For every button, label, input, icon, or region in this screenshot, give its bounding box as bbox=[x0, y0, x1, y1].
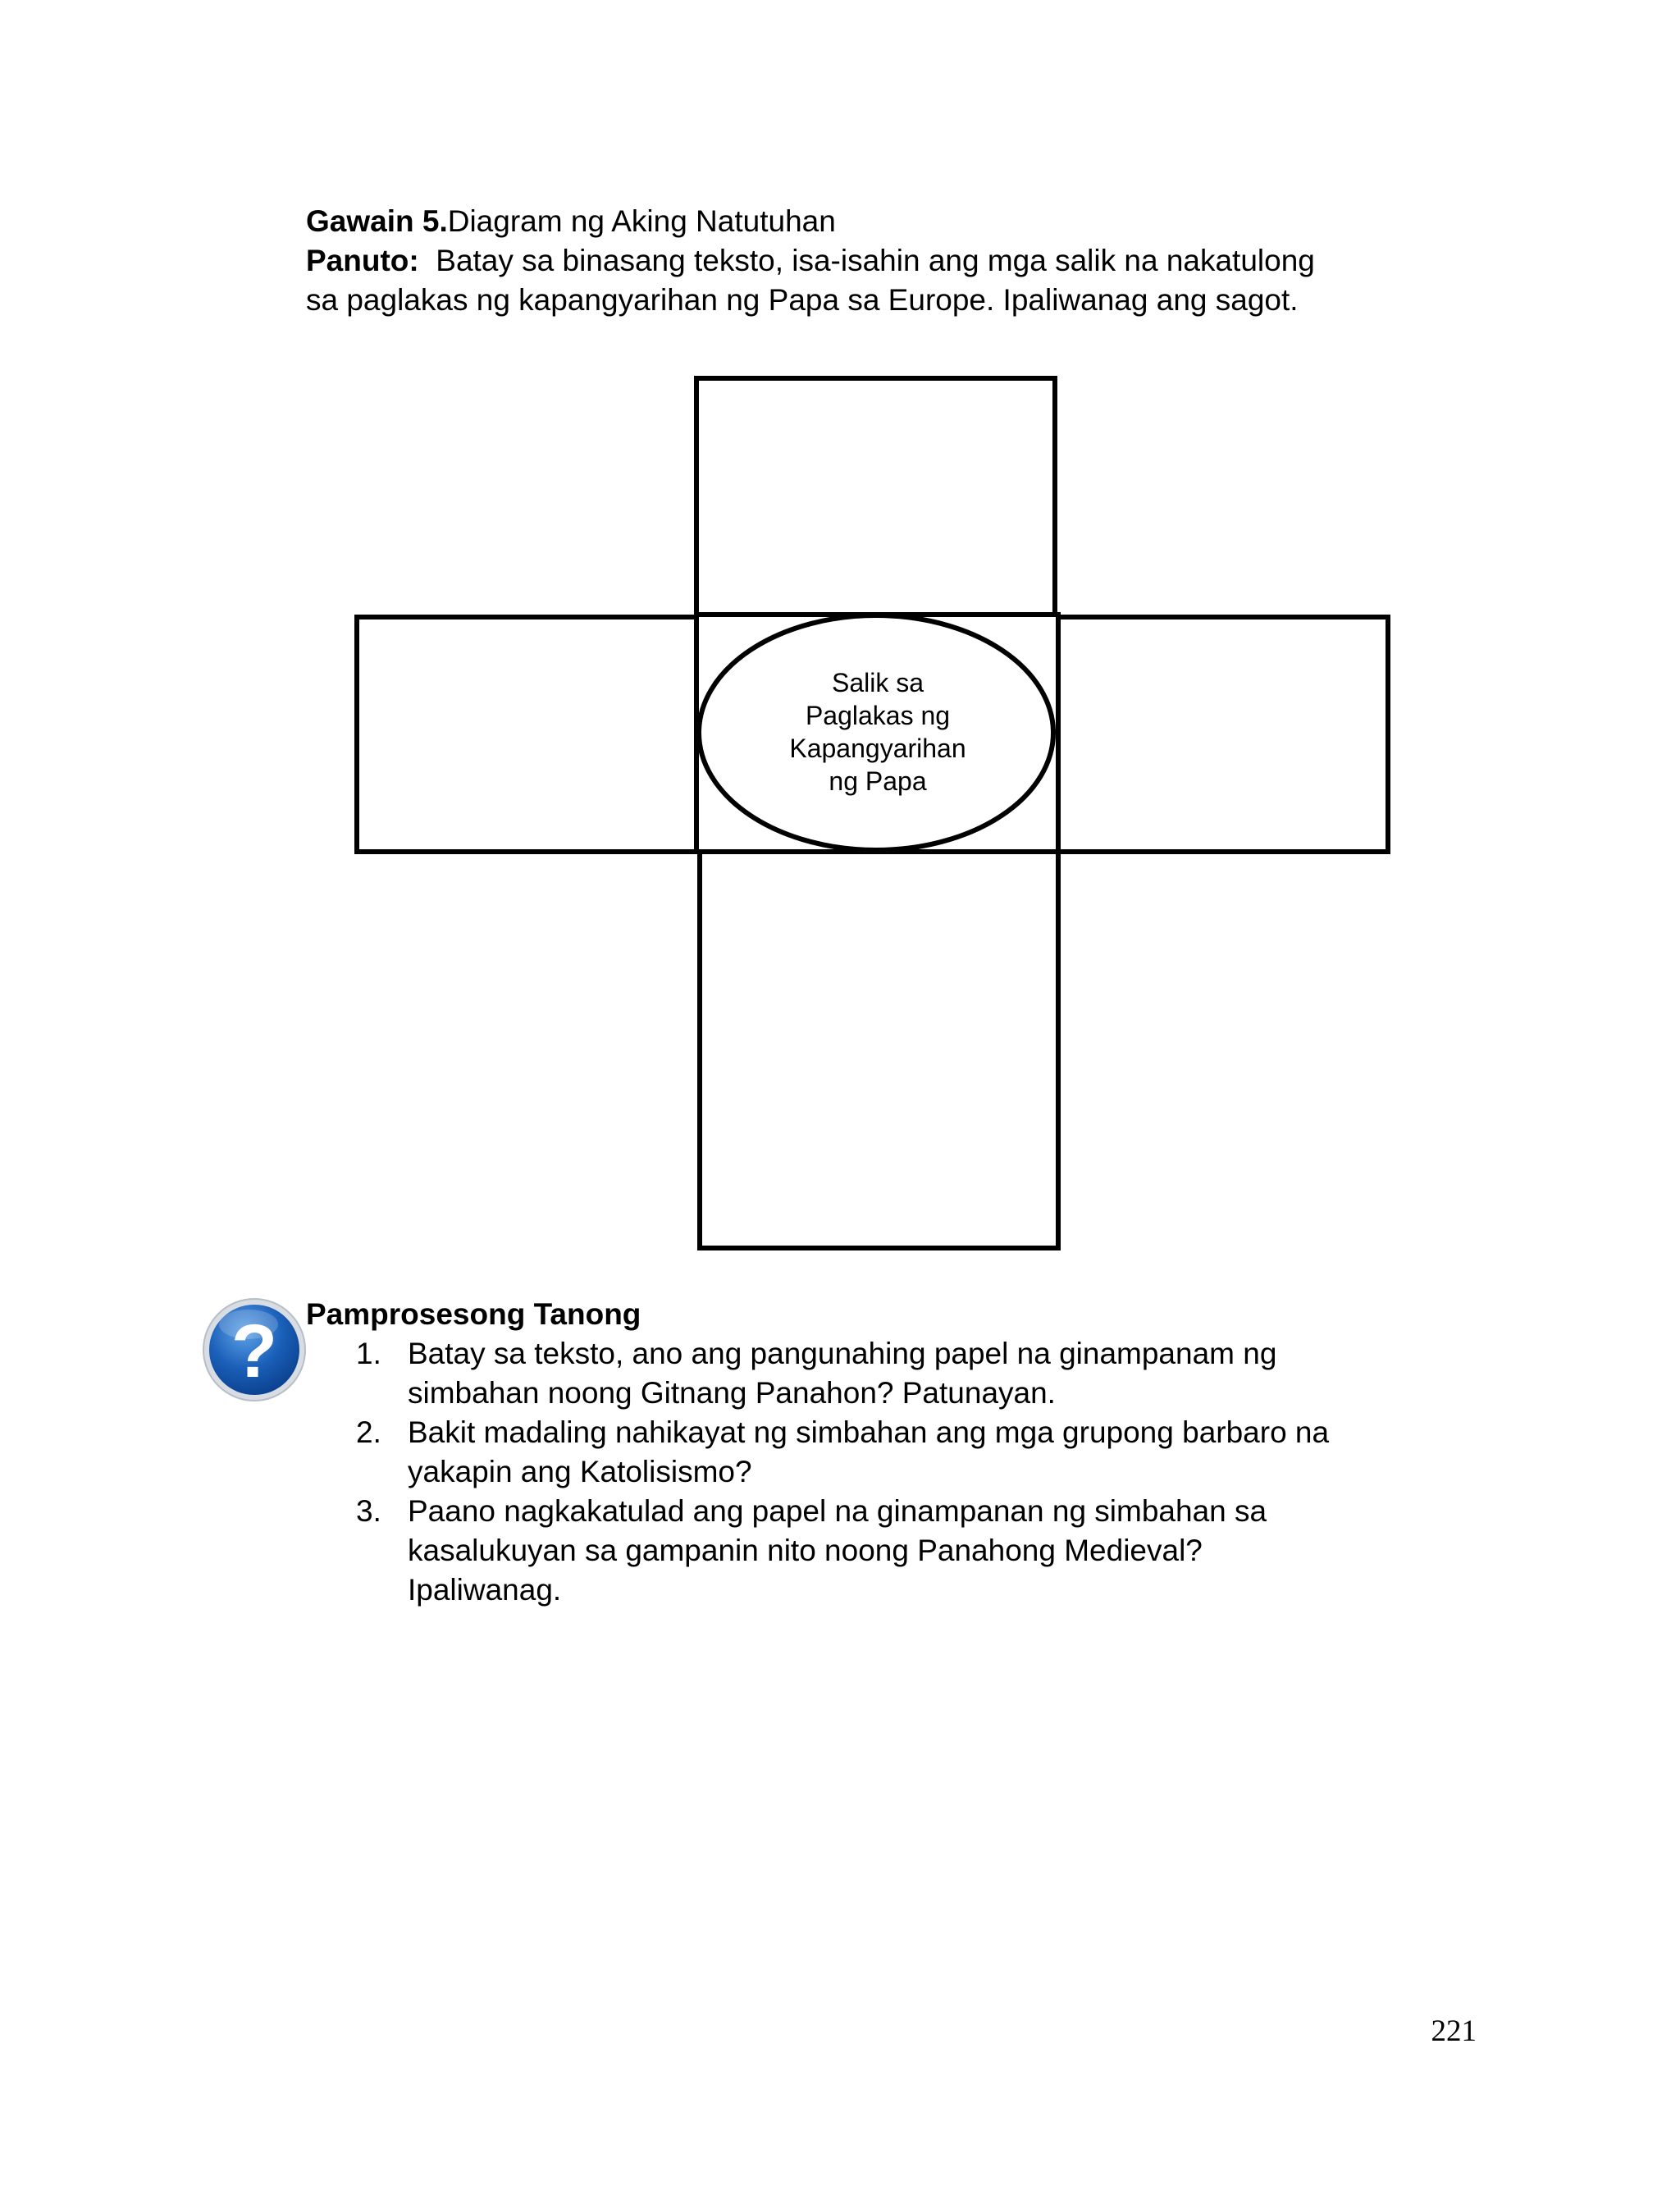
question-item bbox=[306, 1334, 1471, 1413]
question-number: 1. bbox=[356, 1337, 381, 1370]
page-number: 221 bbox=[1431, 2014, 1477, 2048]
question-line: Ipaliwanag. bbox=[408, 1573, 562, 1607]
processing-questions bbox=[306, 1295, 1471, 1610]
right-box[interactable] bbox=[1058, 617, 1388, 852]
center-oval-label bbox=[722, 666, 1034, 798]
left-box[interactable] bbox=[357, 617, 696, 852]
center-label-line: Paglakas ng bbox=[805, 701, 951, 730]
activity-title-bold: Gawain 5. bbox=[306, 204, 448, 238]
question-item bbox=[306, 1492, 1471, 1610]
instructions-text-1: Batay sa binasang teksto, isa-isahin ang mga salik na nakatulong bbox=[418, 244, 1315, 277]
question-mark-icon bbox=[201, 1296, 308, 1403]
bottom-box[interactable] bbox=[700, 852, 1058, 1248]
svg-text:?: ? bbox=[231, 1310, 278, 1393]
questions-list bbox=[306, 1334, 1471, 1610]
center-label-line: Kapangyarihan bbox=[789, 734, 966, 763]
question-number: 3. bbox=[356, 1494, 381, 1528]
question-line: Batay sa teksto, ano ang pangunahing papel na ginampanam ng bbox=[408, 1337, 1277, 1370]
center-label-line: ng Papa bbox=[829, 766, 927, 796]
question-line: yakapin ang Katolisismo? bbox=[408, 1455, 752, 1488]
question-line: Paano nagkakatulad ang papel na ginampanan ng simbahan sa bbox=[408, 1494, 1267, 1528]
instructions-line-2: sa paglakas ng kapangyarihan ng Papa sa Europe. Ipaliwanag ang sagot. bbox=[306, 283, 1299, 317]
question-line: kasalukuyan sa gampanin nito noong Panahong Medieval? bbox=[408, 1534, 1203, 1567]
activity-title-text: Diagram ng Aking Natutuhan bbox=[447, 204, 836, 238]
questions-heading: Pamprosesong Tanong bbox=[306, 1297, 641, 1331]
question-line: Bakit madaling nahikayat ng simbahan ang mga grupong barbaro na bbox=[408, 1415, 1330, 1449]
question-line: simbahan noong Gitnang Panahon? Patunayan. bbox=[408, 1376, 1056, 1410]
top-box[interactable] bbox=[696, 378, 1055, 615]
question-number: 2. bbox=[356, 1415, 381, 1449]
center-label-line: Salik sa bbox=[831, 668, 924, 697]
instructions-label: Panuto: bbox=[306, 244, 419, 277]
question-item bbox=[306, 1413, 1471, 1492]
